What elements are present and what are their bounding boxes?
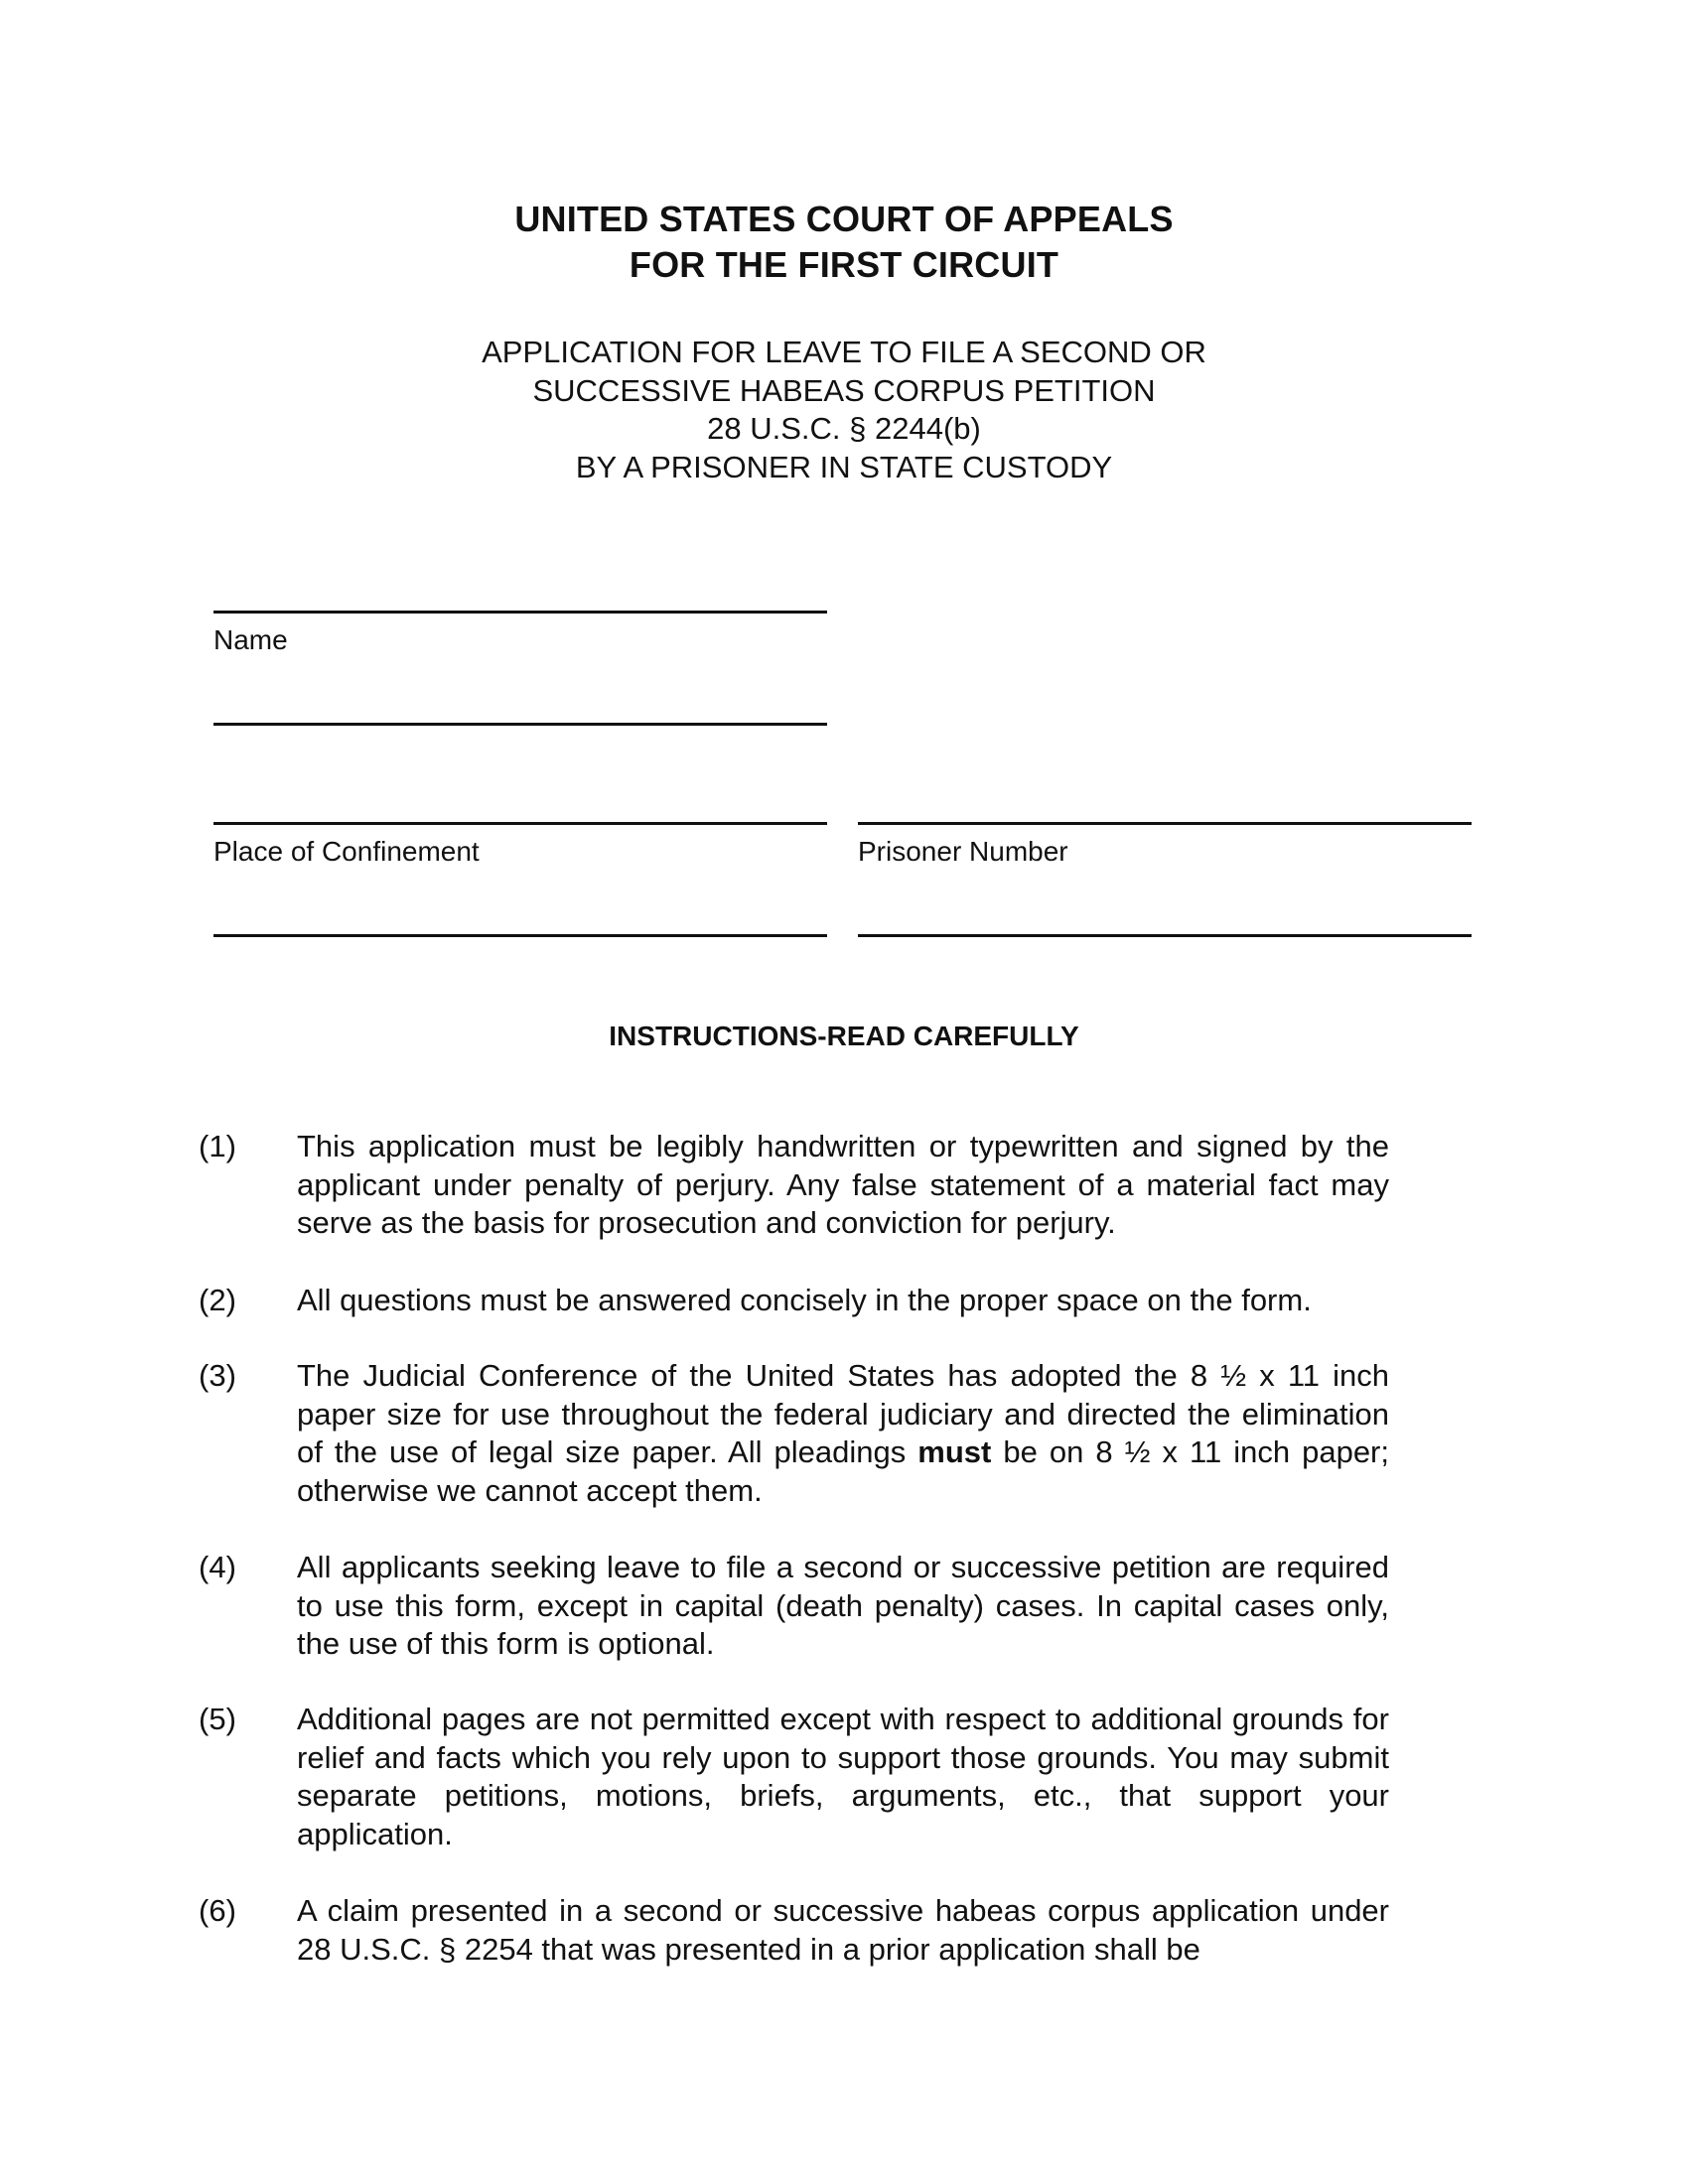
instruction-number: (6)	[199, 1893, 236, 1928]
instruction-number: (3)	[199, 1358, 236, 1393]
prisoner-number-continuation-field[interactable]	[858, 934, 1472, 937]
instruction-text-emphasis: must	[917, 1434, 992, 1469]
instructions-heading: INSTRUCTIONS-READ CAREFULLY	[609, 1021, 1079, 1051]
place-of-confinement-field[interactable]	[213, 822, 827, 869]
instruction-text-after: be on 8 ½ x 11 inch paper; otherwise we cannot accept them.	[297, 1434, 1389, 1508]
application-title-line-3: 28 U.S.C. § 2244(b)	[707, 411, 981, 446]
prisoner-number-continuation-line[interactable]	[858, 934, 1472, 937]
name-continuation-line[interactable]	[213, 723, 827, 726]
instruction-number: (2)	[199, 1283, 236, 1317]
court-title-line-1: UNITED STATES COURT OF APPEALS	[514, 199, 1174, 239]
place-of-confinement-continuation-field[interactable]	[213, 934, 827, 937]
instruction-text: A claim presented in a second or successive habeas corpus application under 28 U.S.C. § 2254 that was presented in a prior application shall be	[297, 1893, 1389, 1967]
instruction-number: (5)	[199, 1702, 236, 1736]
court-title-line-2: FOR THE FIRST CIRCUIT	[629, 244, 1059, 285]
place-of-confinement-label: Place of Confinement	[213, 836, 480, 867]
instruction-text	[297, 1357, 1389, 1510]
application-title-line-2: SUCCESSIVE HABEAS CORPUS PETITION	[532, 372, 1156, 408]
name-line[interactable]	[213, 611, 827, 614]
instruction-number: (1)	[199, 1129, 236, 1163]
instruction-text-before: The Judicial Conference of the United States has adopted the 8 ½ x 11 inch paper size for use throughout the federal judiciary and directed the elimination of the use of legal size paper. All pleadings	[297, 1358, 1389, 1469]
place-of-confinement-continuation-line[interactable]	[213, 934, 827, 937]
prisoner-number-field[interactable]	[858, 822, 1472, 869]
place-of-confinement-line[interactable]	[213, 822, 827, 825]
name-label: Name	[213, 624, 288, 655]
instruction-text: Additional pages are not permitted except with respect to additional grounds for relief and facts which you rely upon to support those grounds. You may submit separate petitions, motions, briefs, arguments, etc., that support your application.	[297, 1702, 1389, 1851]
court-title	[0, 197, 1688, 288]
application-title	[0, 334, 1688, 486]
instruction-text: All questions must be answered concisely in the proper space on the form.	[297, 1283, 1312, 1317]
application-title-line-4: BY A PRISONER IN STATE CUSTODY	[575, 449, 1113, 484]
application-title-line-1: APPLICATION FOR LEAVE TO FILE A SECOND OR	[482, 335, 1206, 369]
instruction-text: All applicants seeking leave to file a second or successive petition are required to use this form, except in capital (death penalty) cases. In capital cases only, the use of this form is optional.	[297, 1550, 1389, 1661]
instruction-text: This application must be legibly handwritten or typewritten and signed by the applicant under penalty of perjury. Any false statement of a material fact may serve as the basis for prosecution and conviction for perjury.	[297, 1129, 1389, 1240]
instruction-number: (4)	[199, 1550, 236, 1584]
prisoner-number-line[interactable]	[858, 822, 1472, 825]
prisoner-number-label: Prisoner Number	[858, 836, 1068, 867]
name-field[interactable]	[213, 611, 827, 657]
name-continuation-field[interactable]	[213, 723, 827, 726]
